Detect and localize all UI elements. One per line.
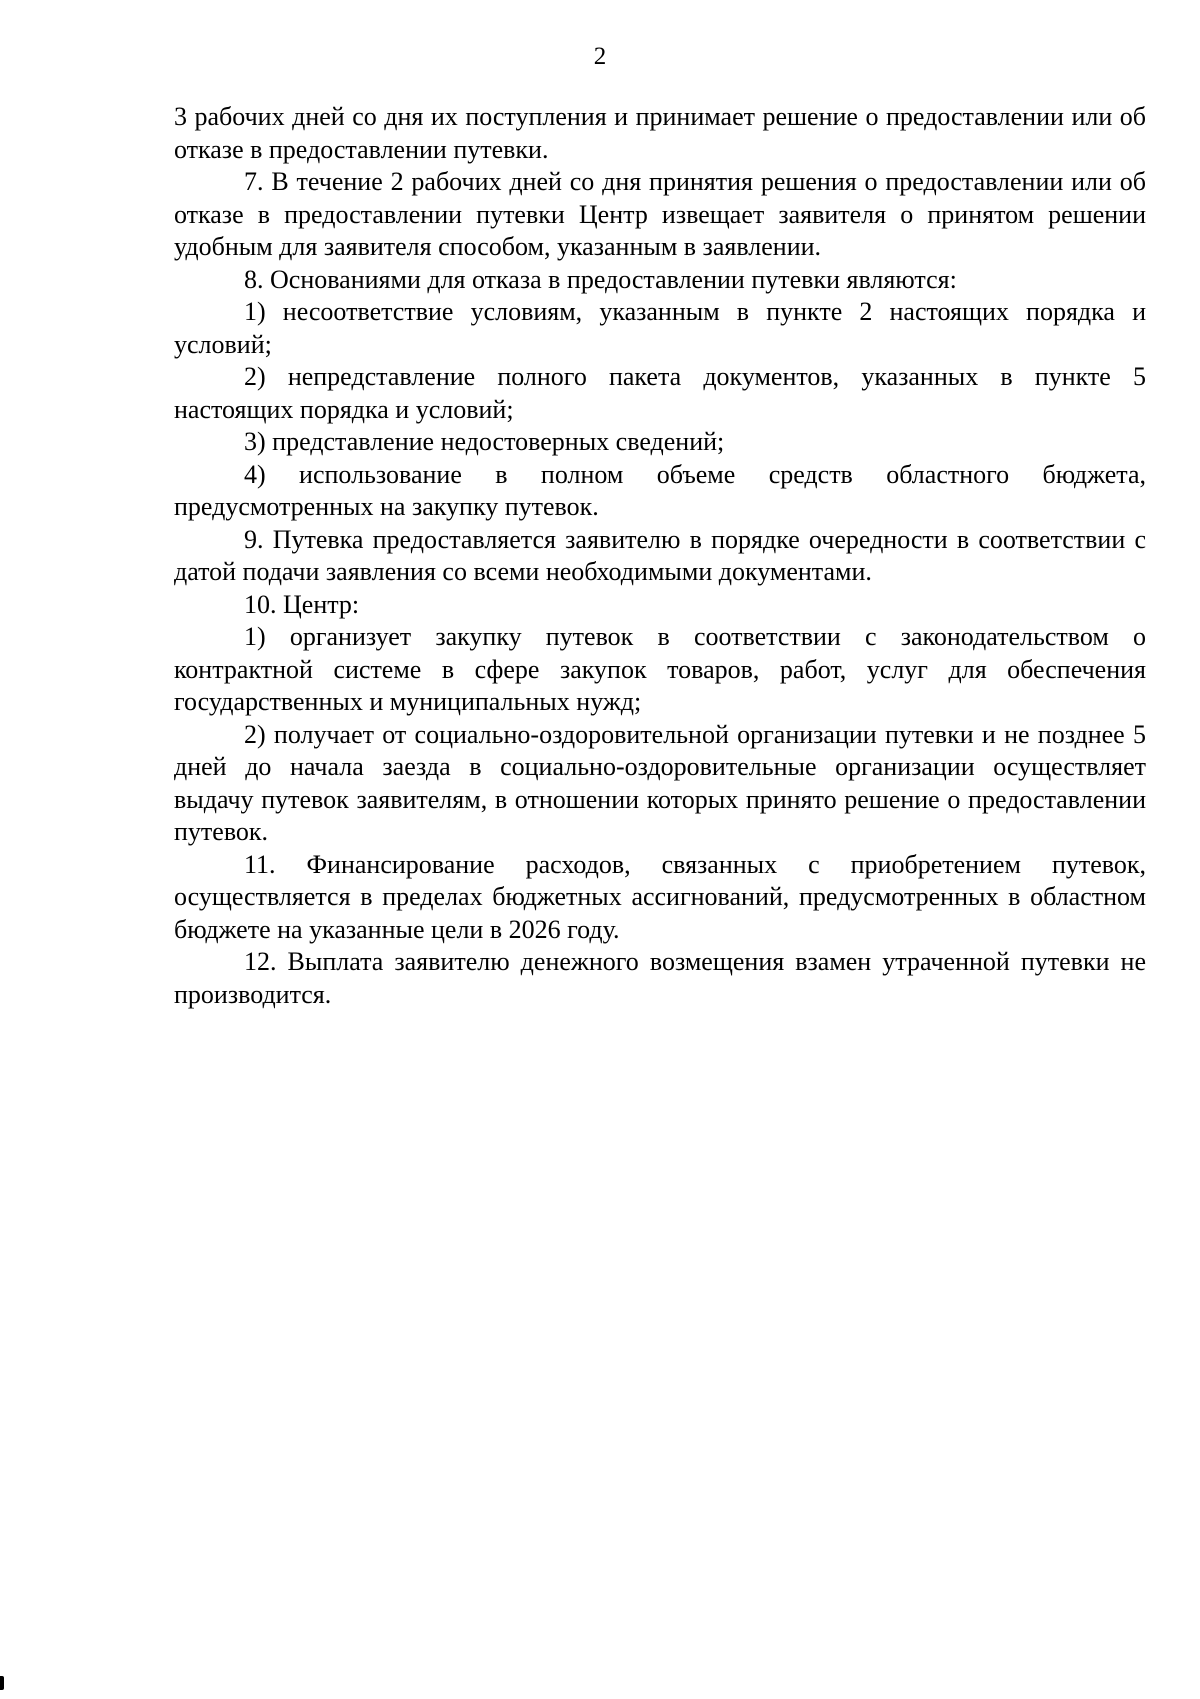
paragraph-7: 7. В течение 2 рабочих дней со дня принятия решения о предоставлении или об отказе в предоставлении путевки Центр извещает заявителя о принятом решении удобным для заявителя способом, указанным в заявлении. <box>174 167 1146 261</box>
document-body <box>174 101 1146 1011</box>
paragraph-8-item-4: 4) использование в полном объеме средств областного бюджета, предусмотренных на закупку путевок. <box>174 459 1146 521</box>
paragraph-10-item-2: 2) получает от социально-оздоровительной организации путевки и не позднее 5 дней до начала заезда в социально-оздоровительные организации осуществляет выдачу путевок заявителям, в отношении которых принято решение о предоставлении путевок. <box>174 719 1146 846</box>
paragraph-12: 12. Выплата заявителю денежного возмещения взамен утраченной путевки не производится. <box>174 947 1146 1009</box>
paragraph-9: 9. Путевка предоставляется заявителю в порядке очередности в соответствии с датой подачи заявления со всеми необходимыми документами. <box>174 524 1146 586</box>
paragraph-10-item-1: 1) организует закупку путевок в соответствии с законодательством о контрактной системе в сфере закупок товаров, работ, услуг для обеспечения государственных и муниципальных нужд; <box>174 622 1146 716</box>
paragraph-8-item-2: 2) непредставление полного пакета документов, указанных в пункте 5 настоящих порядка и условий; <box>174 362 1146 424</box>
paragraph-8-item-1: 1) несоответствие условиям, указанным в пункте 2 настоящих порядка и условий; <box>174 297 1146 359</box>
scan-edge-mark <box>0 1676 4 1690</box>
paragraph-10: 10. Центр: <box>244 589 360 619</box>
paragraph-continuation: 3 рабочих дней со дня их поступления и принимает решение о предоставлении или об отказе в предоставлении путевки. <box>174 102 1146 164</box>
paragraph-11: 11. Финансирование расходов, связанных с приобретением путевок, осуществляется в пределах бюджетных ассигнований, предусмотренных в областном бюджете на указанные цели в 2026 году. <box>174 849 1146 944</box>
paragraph-8-item-3: 3) представление недостоверных сведений; <box>244 427 725 456</box>
paragraph-8: 8. Основаниями для отказа в предоставлении путевки являются: <box>244 264 957 294</box>
page-number: 2 <box>593 43 607 70</box>
